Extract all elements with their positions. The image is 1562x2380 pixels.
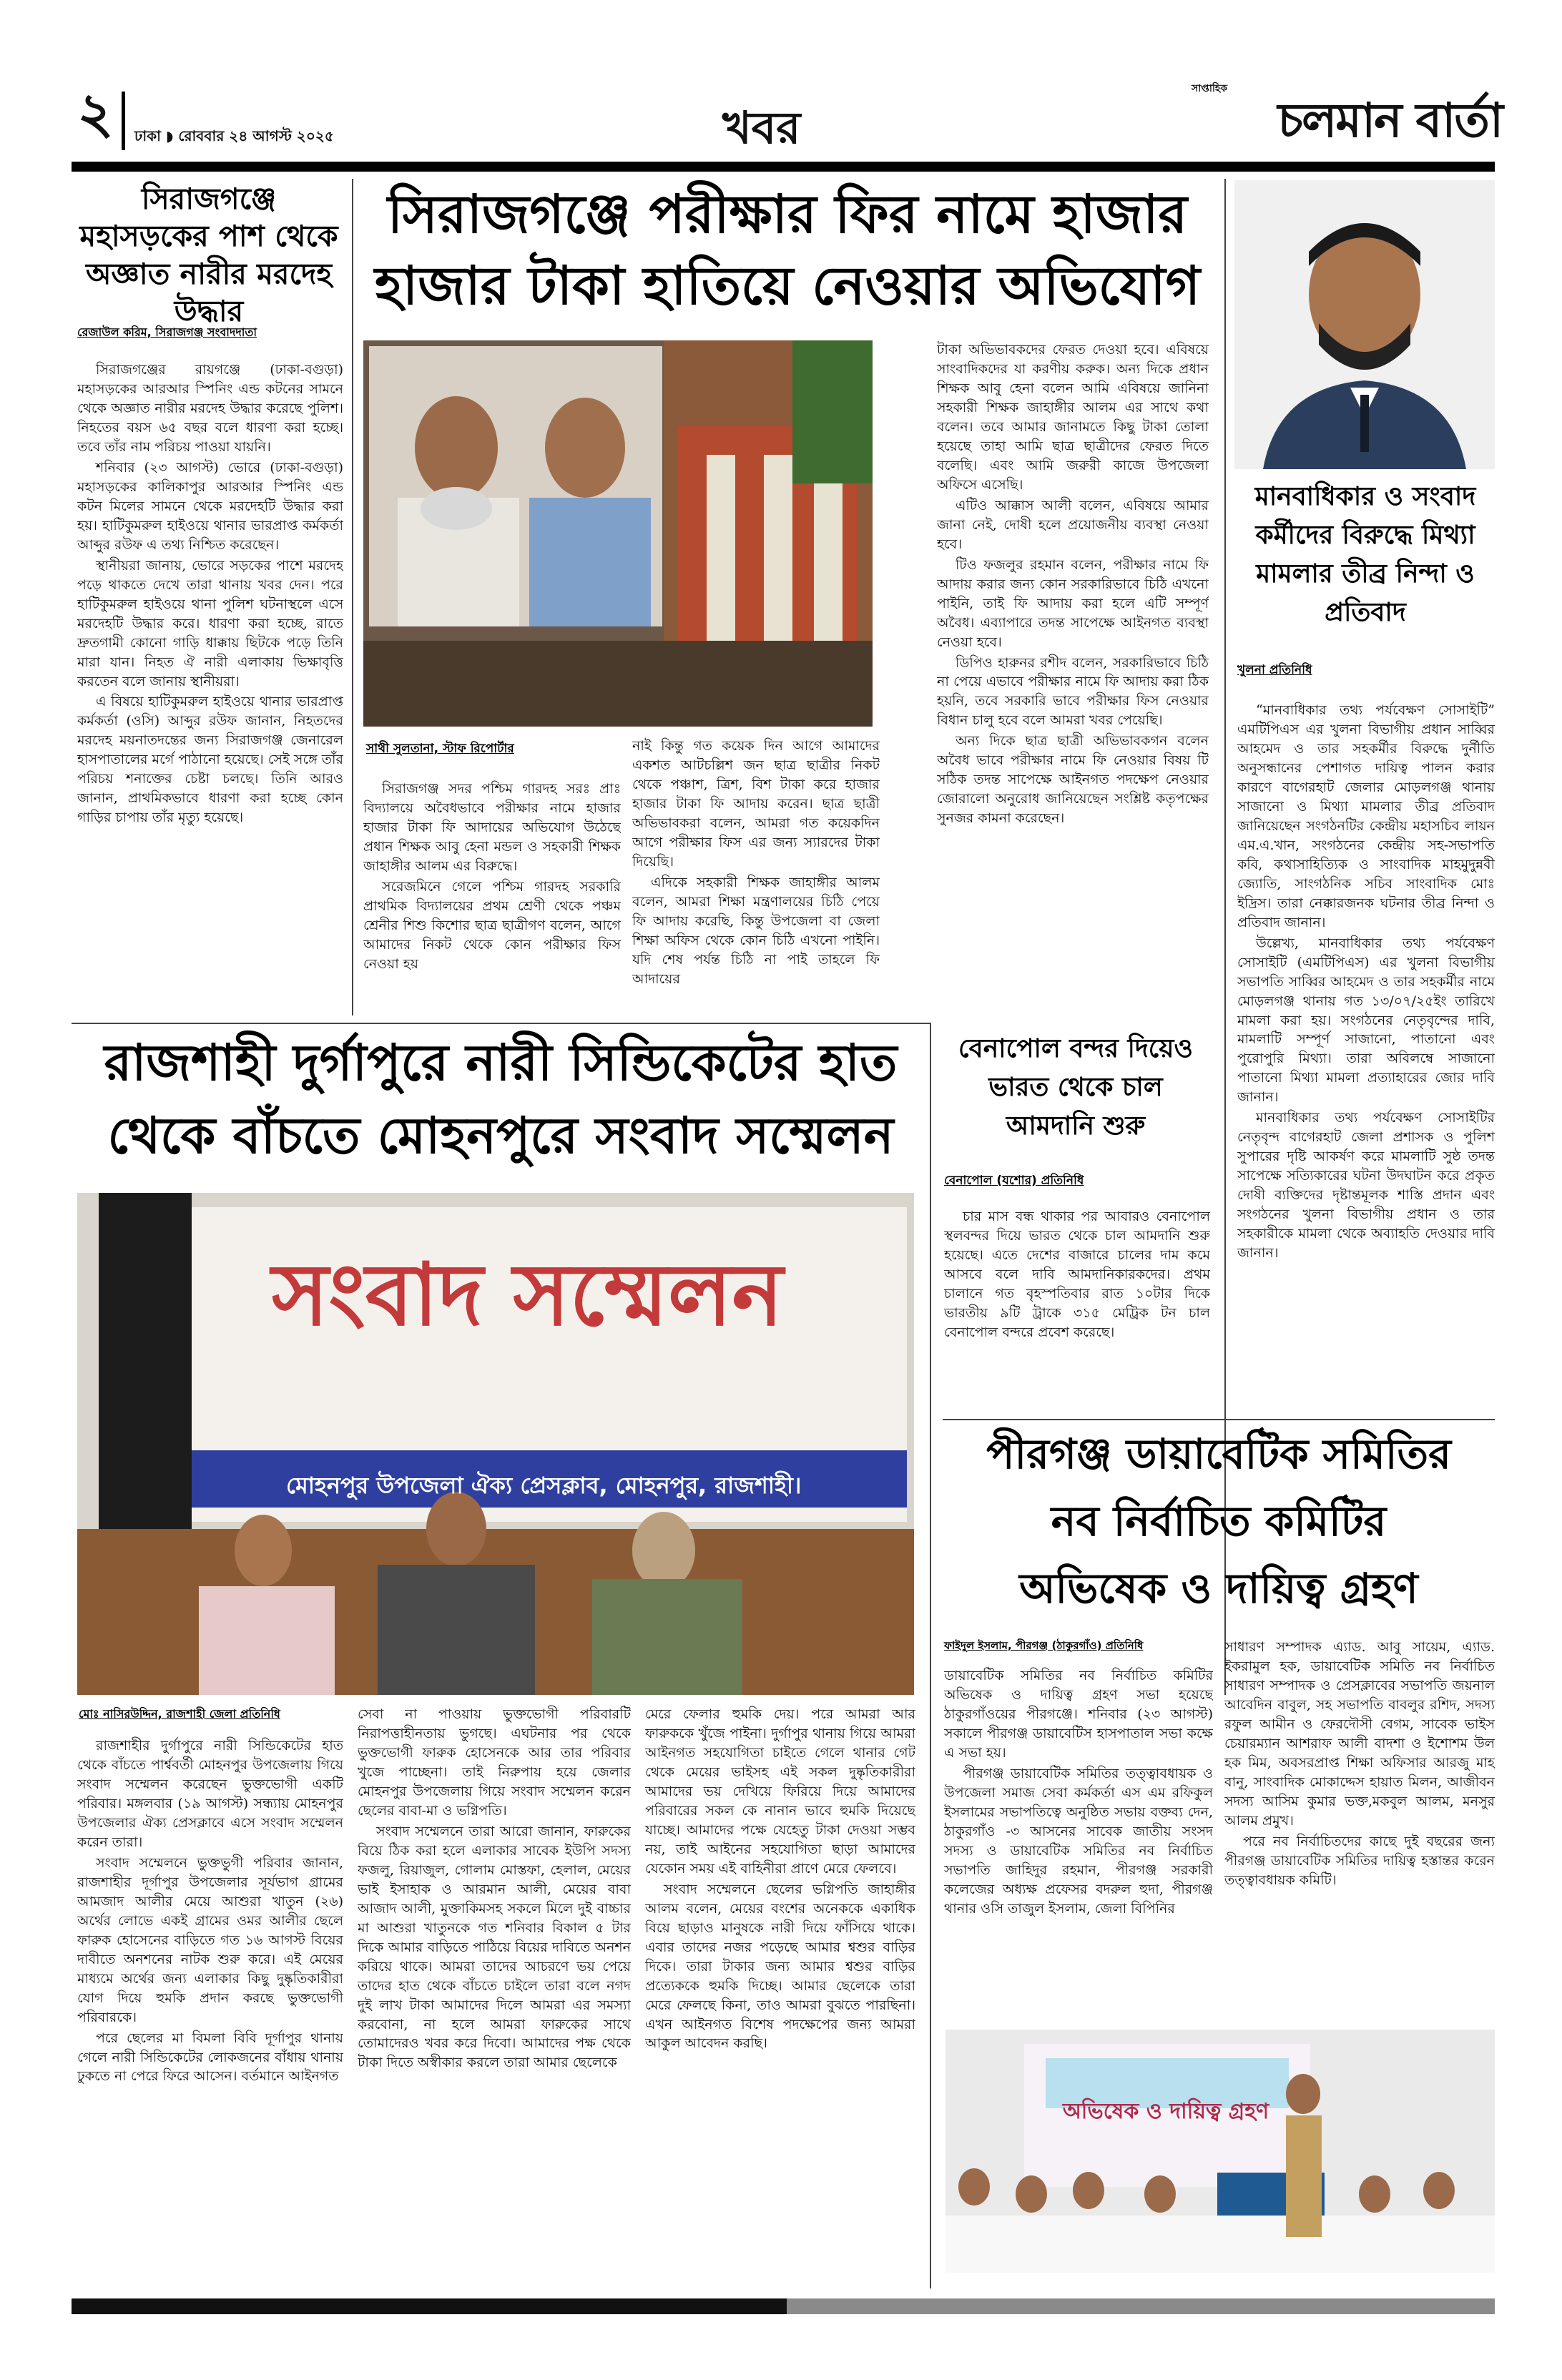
art1-headline: সিরাজগঞ্জে মহাসড়কের পাশ থেকে অজ্ঞাত নারীর মরদেহ উদ্ধার [79,182,338,329]
section-divider [72,1023,930,1024]
paragraph: মানবাধিকার তথ্য পর্যবেক্ষণ সোসাইটির নেতৃবৃন্দ বাগেরহাট জেলা প্রশাসক ও পুলিশ সুপারের দৃষ্টি আকর্ষণ করে মামলাটি সুষ্ঠ তদন্ত সাপেক্ষে সত্যিকারের ঘটনা উদঘাটন করে প্রকৃত দোষী ব্যক্তিদের দৃষ্টান্তমূলক শাস্তি প্রদান এবং সংগঠনের খুলনা বিভাগীয় প্রধান ও তার সহকারীকে মামলা থেকে অব্যাহতি দেওয়ার দাবি জানান। [1237,1110,1495,1262]
paragraph: টিও ফজলুর রহমান বলেন, পরীক্ষার নামে ফি আদায় করার জন্য কোন সরকারিভাবে চিঠি এখনো পাইনি, তাই ফি আদায় করা হলে এটি সম্পূর্ণ অবৈধ। এব্যাপারে তদন্ত সাপেক্ষে আইনগত ব্যবস্থা নেওয়া হবে। [937,556,1209,650]
column-divider [930,1023,931,2288]
footer-rule-dark [72,2298,787,2314]
art6-byline: ফাইদুল ইসলাম, পীরগঞ্জ (ঠাকুরগাঁও) প্রতিনিধি [944,1639,1144,1652]
paragraph: সিরাজগঞ্জের রায়গঞ্জে (ঢাকা-বগুড়া) মহাসড়কের আরআর স্পিনিং এন্ড কটনের সামনে থেকে অজ্ঞাত নারীর মরদেহ উদ্ধার করেছে পুলিশ। নিহতের বয়স ৬৫ বছর বলে ধারণা করা হচ্ছে। তবে তাঁর নাম পরিচয় পাওয়া যায়নি। [77,362,343,455]
paragraph: এ বিষয়ে হাটিকুমরুল হাইওয়ে থানার ভারপ্রাপ্ত কর্মকর্তা (ওসি) আব্দুর রউফ জানান, নিহতদের মরদেহ ময়নাতদন্তের জন্য সিরাজগঞ্জ জেনারেল হাসপাতালের মর্গে পাঠানো হয়েছে। সেই সঙ্গে তাঁর পরিচয় শনাক্তের চেষ্টা চলছে। তিনি আরও জানান, প্রাথমিকভাবে ধারণা করা হচ্ছে কোন গাড়ির চাপায় তাঁর মৃত্যু হয়েছে। [77,694,343,826]
portrait-illustration [1234,180,1495,469]
art6-banner-text: অভিষেক ও দায়িত্ব গ্রহণ [1062,2099,1269,2124]
art2-col3 [937,340,1209,1016]
paragraph: স্থানীয়রা জানায়, ভোরে সড়কের পাশে মরদেহ পড়ে থাকতে দেখে তারা থানায় খবর দেন। পরে হাটিকুমরুল হাইওয়ে থানা পুলিশ ঘটনাস্থলে এসে মরদেহটি উদ্ধার করে। ধারণা করা হচ্ছে, রাতে দ্রুতগামী কোনো গাড়ি ধাক্কায় ছিটকে পড়ে তিনি মারা যান। নিহত ঐ নারী এলাকায় ভিক্ষাবৃত্তি করতেন বলে জানায় স্থানীয়রা। [77,557,343,689]
paragraph: পীরগঞ্জ ডায়াবেটিক সমিতির তত্ত্বাবধায়ক ও উপজেলা সমাজ সেবা কর্মকর্তা এস এম রফিকুল ইসলামের সভাপতিত্বে অনুষ্ঠিত সভায় বক্তব্য দেন, ঠাকুরগাঁও -৩ আসনের সাবেক জাতীয় সংসদ সদস্য ও ডায়াবেটিক সমিতির নব নির্বাচিত সভাপতি জাহিদুর রহমান, পীরগঞ্জ সরকারী কলেজের অধ্যক্ষ প্রফেসর বদরুল হুদা, পীরগঞ্জ থানার ওসি তাজুল ইসলাম, জেলা বিপিনির [944,1765,1213,1917]
header-rule [72,162,1495,172]
art3-byline: খুলনা প্রতিনিধি [1237,663,1312,677]
paragraph: টাকা অভিভাবকদের ফেরত দেওয়া হবে। এবিষয়ে সাংবাদিকদের যা করণীয় করুক। অন্য দিকে প্রধান শিক্ষক আবু হেনা বলেন আমি এবিষয়ে জানিনা সহকারী শিক্ষক জাহাঙ্গীর আলম এর সাথে কথা বলেন। তবে আমার জানামতে কিছু টাকা তোলা হয়েছে তাহা আমি ছাত্র ছাত্রীদের ফেরত দিতে বলেছি। এবং আমি জরুরী কাজে উপজেলা অফিসে এসেছি। [937,342,1209,493]
paragraph: অন্য দিকে ছাত্র ছাত্রী অভিভাবকগন বলেন অবৈধ ভাবে পরীক্ষার নামে ফি নেওয়ার বিষয় টি সঠিক তদন্ত সাপেক্ষে আইনগত পদক্ষেপ নেওয়ার জোরালো অনুরোধ জানিয়েছেন সংশ্লিষ্ট কতৃপক্ষের সুনজর কামনা করেছেন। [937,733,1209,827]
paragraph: সংবাদ সম্মেলনে ভুক্তভুগী পরিবার জানান, রাজশাহীর দূর্গাপুর উপজেলার সূর্যভাগ গ্রামের আমজাদ আলীর মেয়ে আশুরা খাতুন (২৬) অর্থের লোভে একই গ্রামের ওমর আলীর ছেলে ফারুক হোসেনের বাড়িতে গত ১৬ আগস্ট বিয়ের দাবীতে অনশনের নাটক শুরু করে। এই মেয়ের মাধ্যমে অর্থের জন্য এলাকার কিছু দুষ্কৃতিকারীরা যোগ দিয়ে হুমকি প্রদান করছে ভুক্তভোগী পরিবারকে। [77,1854,343,2025]
art2-byline: সাথী সুলতানা, স্টাফ রিপোর্টার [366,742,514,756]
art3-body [1237,701,1495,1416]
paragraph: নাই কিন্তু গত কয়েক দিন আগে আমাদের একশত আটচল্লিশ জন ছাত্র ছাত্রীর নিকট থেকে পঞ্চাশ, ত্রিশ, বিশ টাকা করে হাজার হাজার টাকা ফি আদায় করেন। ছাত্র ছাত্রী অভিভাবকরা বলেন, আমরা গত কয়েকদিন আগে পরীক্ষার ফিস এর জন্য স্যারদের টাকা দিয়েছি। [632,738,880,870]
masthead-small: সাপ্তাহিক [1192,83,1228,94]
art4-headline-line1: রাজশাহী দুর্গাপুরে নারী সিন্ডিকেটের হাত [104,1033,898,1092]
paragraph: মেরে ফেলার হুমকি দেয়। পরে আমরা আর ফারুককে খুঁজে পাইনা। দুর্গাপুর থানায় গিয়ে আমরা আইনগত সহযোগিতা চাইতে গেলে থানার গেট থেকে মেয়ের ভাইসহ এই সকল দুষ্কৃতিকারীরা আমাদের ভয় দেখিয়ে ফিরিয়ে দিয়ে আমাদের পরিবারের সকল কে নানান ভাবে হুমকি দিয়েছে যাচ্ছে। আমাদের পক্ষে যেহেতু টাকা দেওয়া সম্ভব নয়, তাই আইনের সহযোগিতা ছাড়া আমাদের যেকোন সময় এই বাহিনীরা প্রাণে মেরে ফেলবে। [645,1706,915,1877]
art4-col3 [645,1705,915,2280]
art6-headline-line1: পীরগঞ্জ ডায়াবেটিক সমিতির [986,1430,1451,1478]
section-title: খবর [722,102,801,154]
art4-col2 [358,1705,631,2280]
art1-body [77,360,343,1016]
paragraph: “মানবাধিকার তথ্য পর্যবেক্ষণ সোসাইটি” এমটিপিএস এর খুলনা বিভাগীয় প্রধান সাব্বির আহমেদ ও তার সহকর্মীর বিরুদ্ধে দুর্নীতি অনুসন্ধানের পেশাগত দায়িত্ব পালন করার কারণে বাগেরহাট জেলার মোড়লগঞ্জ থানায় সাজানো ও মিথ্যা মামলার তীব্র প্রতিবাদ জানিয়েছেন সংগঠনটির কেন্দ্রীয় মহাসচিব লায়ন এম.এ.খান, সংগঠনের কেন্দ্রীয় সহ-সভাপতি কবি, কথাসাহিত্যিক ও সাংবাদিক মাহমুদুন্নবী জ্যোতি, সাংগঠনিক সচিব সাংবাদিক মোঃ ইদ্রিস। তারা নেক্কারজনক ঘটনার তীব্র নিন্দা ও প্রতিবাদ জানান। [1237,702,1495,930]
art4-headline-line2: থেকে বাঁচতে মোহনপুরে সংবাদ সম্মেলন [107,1106,894,1165]
art2-col1 [363,780,621,1016]
art5-headline: বেনাপোল বন্দর দিয়েও ভারত থেকে চাল আমদানি শুরু [958,1034,1193,1141]
section-divider [943,1419,1495,1420]
art2-photo [363,340,873,727]
banner-subtitle: মোহনপুর উপজেলা ঐক্য প্রেসক্লাব, মোহনপুর, রাজশাহী। [286,1472,802,1499]
paragraph: চার মাস বন্ধ থাকার পর আবারও বেনাপোল স্থলবন্দর দিয়ে ভারত থেকে চাল আমদানি শুরু হয়েছে। এতে দেশের বাজারে চালের দাম কমে আসবে বলে দাবি আমদানিকারকদের। প্রথম চালানে গত বৃহস্পতিবার রাত ১০টার দিকে ভারতীয় ৯টি ট্রাকে ৩১৫ মেট্রিক টন চাল বেনাপোল বন্দরে প্রবেশ করেছে। [944,1209,1210,1340]
art4-col1 [77,1736,343,2280]
header-divider-bar [122,92,125,150]
paragraph: এদিকে সহকারী শিক্ষক জাহাঙ্গীর আলম বলেন, আমরা শিক্ষা মন্ত্রণালয়ের চিঠি পেয়ে ফি আদায় করেছি, কিন্তু উপজেলা বা জেলা শিক্ষা অফিস থেকে কোন চিঠি এখনো পাইনি। যদি শেষ পর্যন্ত চিঠি না পাই তাহলে ফি আদায়ের [632,874,880,987]
school-photo-illustration [363,340,873,727]
paragraph: সরেজমিনে গেলে পশ্চিম গারদহ সরকারি প্রাথমিক বিদ্যালয়ের প্রথম শ্রেণী থেকে পঞ্চম শ্রেনীর শিশু কিশোর ছাত্র ছাত্রীগণ বলেন, আগে আমাদের নিকট থেকে কোন পরীক্ষার ফিস নেওয়া হয় [363,878,621,972]
dateline: ঢাকা ◗ রোববার ২৪ আগস্ট ২০২৫ [134,127,334,144]
art5-body [944,1207,1210,1407]
paragraph: এটিও আক্কাস আলী বলেন, এবিষয়ে আমার জানা নেই, দোষী হলে প্রয়োজনীয় ব্যবস্থা নেওয়া হবে। [937,497,1209,552]
art3-portrait [1234,180,1495,469]
paragraph: সংবাদ সম্মেলনে ছেলের ভগ্নিপতি জাহাঙ্গীর আলম বলেন, মেয়ের বংশের অনেককে একাধিক বিয়ে ছাড়াও মানুষকে নারী দিয়ে ফাঁসিয়ে থাকে। এবার তাদের নজর পড়েছে আমার শ্বশুর বাড়ির দিকে। তারা টাকার জন্য আমার শ্বশুর বাড়ির প্রত্যেককে হুমকি দিচ্ছে। আমার ছেলেকে তারা মেরে ফেলছে কিনা, তাও আমরা বুঝতে পারছিনা। এখন আইনগত বিশেষ পদক্ষেপের জন্য আমরা আকুল আবেদন করছি। [645,1881,915,2052]
art6-photo [945,2030,1495,2273]
footer-rule-light [787,2298,1495,2314]
art6-headline-line3: অভিষেক ও দায়িত্ব গ্রহণ [1019,1564,1418,1613]
paragraph: পরে ছেলের মা বিমলা বিবি দূর্গাপুর থানায় গেলে নারী সিন্ডিকেটের লোকজনের বাঁধায় থানায় ঢুকতে না পেরে ফিরে আসেন। বর্তমানে আইনগত [77,2030,343,2085]
column-divider [352,179,353,1016]
paragraph: রাজশাহীর দুর্গাপুরে নারী সিন্ডিকেটের হাত থেকে বাঁচতে পার্শ্ববর্তী মোহনপুর উপজেলায় গিয়ে সংবাদ সম্মেলন করেছেন ভুক্তভোগী একটি পরিবার। মঙ্গলবার (১৯ আগস্ট) সন্ধ্যায় মোহনপুর উপজেলার ঐক্য প্রেসক্লাবে এসে সংবাদ সম্মেলন করেন তারা। [77,1738,343,1850]
paragraph: উল্লেখ্য, মানবাধিকার তথ্য পর্যবেক্ষণ সোসাইটি (এমটিপিএস) এর খুলনা বিভাগীয় সভাপতি সাব্বির আহমেদ ও তার সহকর্মীর নামে মোড়লগঞ্জ থানায় গত ১৩/০৭/২৫ইং তারিখে মামলা করা হয়। সংগঠনের নেতৃবৃন্দের দাবি, মামলাটি সম্পূর্ণ সাজানো, পাতানো এবং পুরোপুরি মিথ্যা। তারা অবিলম্বে সাজানো পাতানো মিথ্যা মামলা প্রত্যাহারের জোর দাবি জানান। [1237,935,1495,1106]
paragraph: ডায়াবেটিক সমিতির নব নির্বাচিত কমিটির অভিষেক ও দায়িত্ব গ্রহণ সভা হয়েছে ঠাকুরগাঁওয়ের পীরগঞ্জে। শনিবার (২৩ আগস্ট) সকালে পীরগঞ্জ ডায়াবেটিস হাসপাতাল সভা কক্ষে এ সভা হয়। [944,1668,1213,1761]
art6-col1 [944,1666,1213,2017]
art4-byline: মোঃ নাসিরউদ্দিন, রাজশাহী জেলা প্রতিনিধি [79,1707,280,1721]
paragraph: ডিপিও হারুনর রশীদ বলেন, সরকারিভাবে চিঠি না পেয়ে এভাবে পরীক্ষার নামে ফি আদায় করা ঠিক হয়নি, তবে সরকারি ভাবে পরীক্ষার ফিস নেওয়ার বিধান চালু হবে বলে আমরা খবর পেয়েছি। [937,654,1209,729]
art3-headline: মানবাধিকার ও সংবাদ কর্মীদের বিরুদ্ধে মিথ্যা মামলার তীব্র নিন্দা ও প্রতিবাদ [1254,482,1476,627]
paragraph: সিরাজগঞ্জ সদর পশ্চিম গারদহ সরঃ প্রাঃ বিদ্যালয়ে অবৈধভাবে পরীক্ষার নামে হাজার হাজার টাকা ফি আদায়ের অভিযোগ উঠেছে প্রধান শিক্ষক আবু হেনা মন্ডল ও সহকারী শিক্ষক জাহাঙ্গীর আলম এর বিরুদ্ধে। [363,781,621,874]
art2-headline-line2: হাজার টাকা হাতিয়ে নেওয়ার অভিযোগ [374,255,1201,317]
art5-byline: বেনাপোল (যশোর) প্রতিনিধি [944,1174,1084,1188]
paragraph: সেবা না পাওয়ায় ভুক্তভোগী পরিবারটি নিরাপত্তাহীনতায় ভুগছে। এঘটনার পর থেকে ভুক্তভোগী ফারুক হোসেনকে আর তার পরিবার খুজে পাচ্ছেনা। তাই নিরুপায় হয়ে জেলার মোহনপুর উপজেলায় গিয়ে সংবাদ সম্মেলন করেন ছেলের বাবা-মা ও ভগ্নিপতি। [358,1706,631,1819]
paragraph: পরে নব নির্বাচিতদের কাছে দুই বছরের জন্য পীরগঞ্জ ডায়াবেটিক সমিতির দায়িত্ব হস্তান্তর করেন তত্ত্বাবধায়ক কমিটি। [1224,1833,1495,1888]
masthead-logo: চলমান বার্তা [1277,93,1502,148]
art6-col2 [1224,1638,1495,2017]
ceremony-illustration [945,2030,1495,2273]
paragraph: সাধারণ সম্পাদক এ্যাড. আবু সায়েম, এ্যাড. ইকরামুল হক, ডায়াবেটিক সমিতি নব নির্বাচিত সাধারণ সম্পাদক ও প্রেসক্লাবের সভাপতি জয়নাল আবেদিন বাবুল, সহ সভাপতি বাবলুর রশিদ, সদস্য রফুল আমীন ও ফেরদৌসী বেগম, সাবেক ভাইস চেয়ারম্যান আশরাফ আলী বাদশা ও ইশোশম উল হক মিম, অবসরপ্রাপ্ত শিক্ষা অফিসার আরজু মাহ বানু, সাংবাদিক মোকাদ্দেস হায়াত মিলন, আজীবন সদস্য আসিম কুমার ভক্ত,মকবুল আলম, মনসুর আলম প্রমুখ। [1224,1639,1495,1829]
paragraph: সংবাদ সম্মেলনে তারা আরো জানান, ফারুকের বিয়ে ঠিক করা হলে এলাকার সাবেক ইউপি সদস্য ফজলু, রিয়াজুল, গোলাম মোস্তফা, হেলাল, মেয়ের ভাই ইসাহাক ও আরমান আলী, মেয়ের বাবা আজাদ আলী, মুক্তাকিমসহ সকলে মিলে দুই বাচ্চার মা আশুরা খাতুনকে গত শনিবার বিকাল ৫ টার দিকে আমার বাড়িতে পাঠিয়ে বিয়ের দাবিতে অনশন করিয়ে থাকে। আমরা তাদের আচরণে ভয় পেয়ে তাদের হাত থেকে বাঁচতে চাইলে তারা বলে নগদ দুই লাখ টাকা আমাদের দিলে আমরা এর সমস্যা করবোনা, না হলে আমরা ফারুকের সাথে তোমাদেরও খবর করে দিবো। আমাদের পক্ষ থেকে টাকা দিতে অস্বীকার করলে তারা আমার ছেলেকে [358,1823,631,2071]
art2-col2 [632,737,880,1016]
art1-byline: রেজাউল করিম, সিরাজগঞ্জ সংবাদদাতা [77,325,257,339]
page-number: ২ [77,82,114,146]
banner-title: সংবাদ সম্মেলন [272,1246,783,1345]
art2-headline-line1: সিরাজগঞ্জে পরীক্ষার ফির নামে হাজার [387,184,1188,245]
paragraph: শনিবার (২৩ আগস্ট) ভোরে (ঢাকা-বগুড়া) মহাসড়কের কালিকাপুর আরআর স্পিনিং এন্ড কটন মিলের সামনে থেকে মরদেহটি উদ্ধার করা হয়। হাটিকুমরুল হাইওয়ে থানার ভারপ্রাপ্ত কর্মকর্তা আব্দুর রউফ এ তথ্য নিশ্চিত করেছেন। [77,459,343,553]
art6-headline-line2: নব নির্বাচিত কমিটির [1051,1497,1387,1545]
